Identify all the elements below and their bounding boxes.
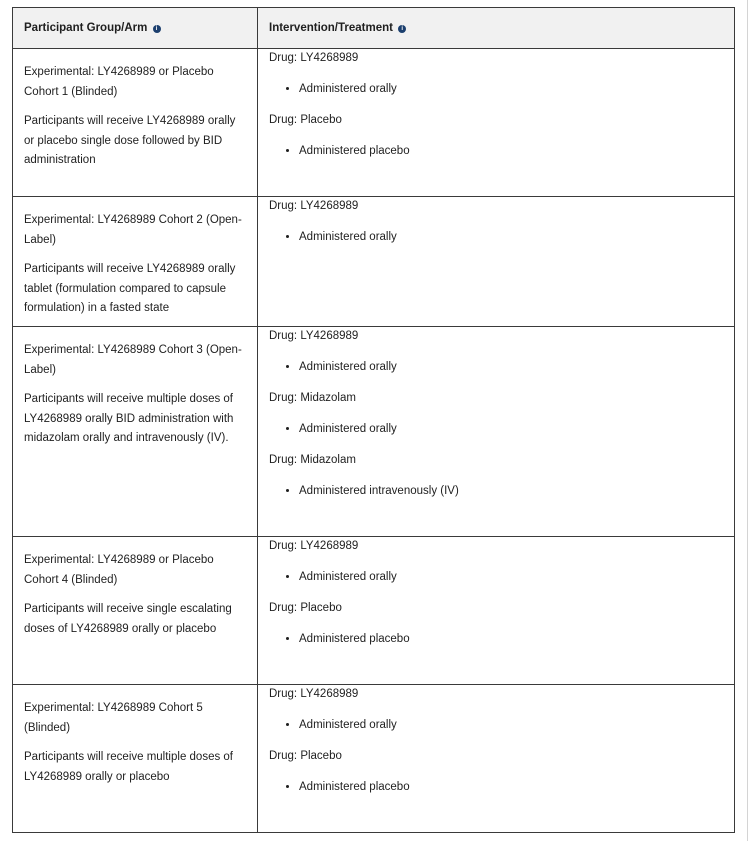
drug-name: Drug: LY4268989 xyxy=(269,688,359,700)
drug-note: • Administered orally xyxy=(299,420,723,439)
drug-notes xyxy=(269,80,723,99)
drug-name: Drug: LY4268989 xyxy=(269,52,359,64)
intervention-cell xyxy=(258,327,735,537)
arm-cell xyxy=(13,197,258,327)
drug-note: • Administered placebo xyxy=(299,778,723,797)
header-arm-label: Participant Group/Arm xyxy=(24,22,148,34)
arm-cell xyxy=(13,685,258,833)
drug-notes xyxy=(269,228,723,247)
header-participant-group-arm xyxy=(13,8,258,49)
arm-description: Participants will receive single escalating doses of LY4268989 orally or placebo xyxy=(24,603,232,635)
drug-notes xyxy=(269,778,723,797)
drug-notes xyxy=(269,482,723,501)
arm-title: Experimental: LY4268989 or Placebo Cohort 4 (Blinded) xyxy=(24,554,214,586)
drug-name: Drug: Midazolam xyxy=(269,454,356,466)
drug-notes xyxy=(269,420,723,439)
drug-notes xyxy=(269,142,723,161)
drug-notes xyxy=(269,716,723,735)
intervention-cell xyxy=(258,537,735,685)
drug-note: • Administered orally xyxy=(299,80,723,99)
drug-name: Drug: Placebo xyxy=(269,750,342,762)
intervention-cell xyxy=(258,197,735,327)
table-row xyxy=(13,327,735,537)
header-intervention-treatment xyxy=(258,8,735,49)
drug-name: Drug: LY4268989 xyxy=(269,540,359,552)
arm-description: Participants will receive LY4268989 orally tablet (formulation compared to capsule formulation) in a fasted state xyxy=(24,263,236,314)
arms-interventions-table xyxy=(12,7,735,833)
drug-name: Drug: LY4268989 xyxy=(269,330,359,342)
arm-title: Experimental: LY4268989 Cohort 3 (Open-Label) xyxy=(24,344,242,376)
arm-title: Experimental: LY4268989 or Placebo Cohort 1 (Blinded) xyxy=(24,66,214,98)
drug-note: • Administered orally xyxy=(299,716,723,735)
drug-note: • Administered intravenously (IV) xyxy=(299,482,723,501)
drug-name: Drug: Midazolam xyxy=(269,392,356,404)
drug-note: • Administered orally xyxy=(299,358,723,377)
arm-cell xyxy=(13,49,258,197)
arm-description: Participants will receive LY4268989 orally or placebo single dose followed by BID administration xyxy=(24,115,236,166)
drug-notes xyxy=(269,630,723,649)
drug-notes xyxy=(269,568,723,587)
arm-cell xyxy=(13,537,258,685)
drug-note: • Administered orally xyxy=(299,568,723,587)
drug-name: Drug: Placebo xyxy=(269,602,342,614)
drug-name: Drug: Placebo xyxy=(269,114,342,126)
drug-notes xyxy=(269,358,723,377)
table-row xyxy=(13,685,735,833)
arm-title: Experimental: LY4268989 Cohort 5 (Blinded) xyxy=(24,702,203,734)
intervention-cell xyxy=(258,49,735,197)
page-scrollbar-edge[interactable] xyxy=(747,0,748,841)
intervention-cell xyxy=(258,685,735,833)
drug-name: Drug: LY4268989 xyxy=(269,200,359,212)
header-intervention-label: Intervention/Treatment xyxy=(269,22,393,34)
arm-title: Experimental: LY4268989 Cohort 2 (Open-Label) xyxy=(24,214,242,246)
table-row xyxy=(13,537,735,685)
drug-note: • Administered placebo xyxy=(299,142,723,161)
info-icon[interactable]: i xyxy=(153,25,161,33)
drug-note: • Administered orally xyxy=(299,228,723,247)
drug-note: • Administered placebo xyxy=(299,630,723,649)
info-icon[interactable]: i xyxy=(398,25,406,33)
arm-cell xyxy=(13,327,258,537)
arm-description: Participants will receive multiple doses of LY4268989 orally BID administration with midazolam orally and intravenously (IV). xyxy=(24,393,234,444)
table-row xyxy=(13,49,735,197)
table-header-row xyxy=(13,8,735,49)
table-row xyxy=(13,197,735,327)
arm-description: Participants will receive multiple doses of LY4268989 orally or placebo xyxy=(24,751,234,783)
